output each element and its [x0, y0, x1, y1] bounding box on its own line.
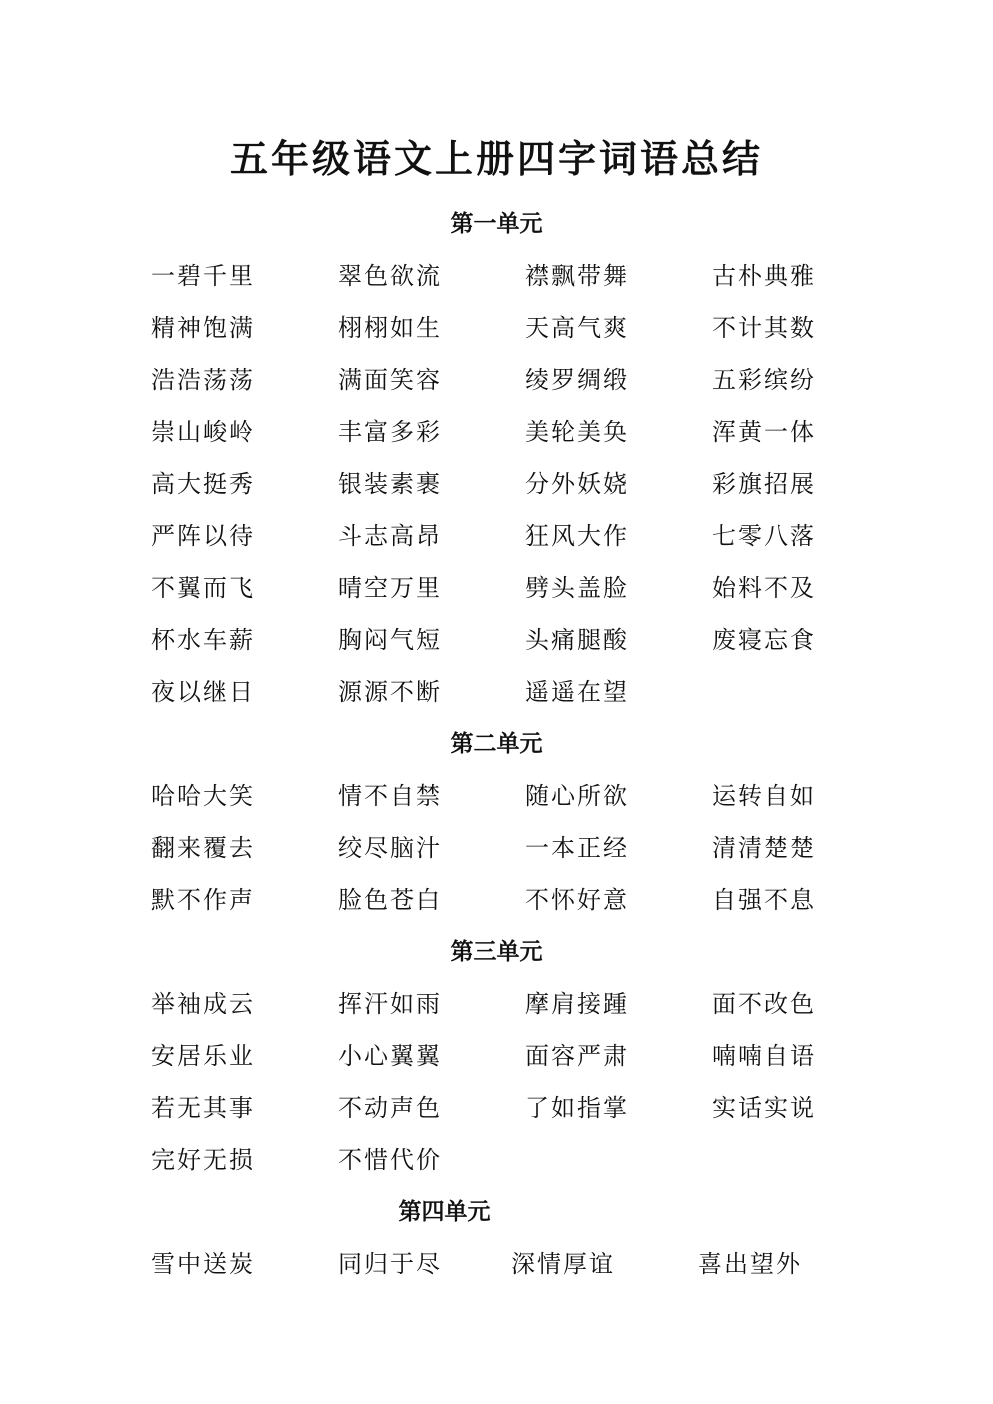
word-item: 美轮美奂: [525, 418, 629, 446]
word-item: 浑黄一体: [712, 418, 816, 446]
word-item: 雪中送炭: [151, 1250, 255, 1278]
unit-heading-3: 第三单元: [450, 938, 543, 965]
word-item: 崇山峻岭: [151, 418, 255, 446]
word-item: 不动声色: [338, 1094, 442, 1122]
word-item: 喃喃自语: [712, 1042, 816, 1070]
word-item: 随心所欲: [525, 782, 629, 810]
word-item: 脸色苍白: [338, 886, 442, 914]
word-item: 绞尽脑汁: [338, 834, 442, 862]
word-item: 高大挺秀: [151, 470, 255, 498]
word-item: 天高气爽: [525, 314, 629, 342]
word-item: 同归于尽: [338, 1250, 442, 1278]
unit-heading-2: 第二单元: [450, 730, 543, 757]
word-item: 狂风大作: [525, 522, 629, 550]
word-item: 襟飘带舞: [525, 262, 629, 290]
word-item: 满面笑容: [338, 366, 442, 394]
word-item: 举袖成云: [151, 990, 255, 1018]
unit-heading-1: 第一单元: [450, 210, 543, 237]
word-item: 浩浩荡荡: [151, 366, 255, 394]
word-item: 一本正经: [525, 834, 629, 862]
word-item: 五彩缤纷: [712, 366, 816, 394]
word-item: 源源不断: [338, 678, 442, 706]
word-item: 完好无损: [151, 1146, 255, 1174]
word-item: 废寝忘食: [712, 626, 816, 654]
word-item: 了如指掌: [525, 1094, 629, 1122]
word-item: 面不改色: [712, 990, 816, 1018]
word-item: 银装素裹: [338, 470, 442, 498]
word-grid-unit-1: [151, 250, 871, 718]
word-item: 不计其数: [712, 314, 816, 342]
word-item: 翠色欲流: [338, 262, 442, 290]
word-item: 实话实说: [712, 1094, 816, 1122]
word-item: 哈哈大笑: [151, 782, 255, 810]
word-item: 摩肩接踵: [525, 990, 629, 1018]
word-item: 挥汗如雨: [338, 990, 442, 1018]
word-item: 安居乐业: [151, 1042, 255, 1070]
word-item: 精神饱满: [151, 314, 255, 342]
word-item: 始料不及: [712, 574, 816, 602]
word-item: 严阵以待: [151, 522, 255, 550]
word-item: 胸闷气短: [338, 626, 442, 654]
word-item: 分外妖娆: [525, 470, 629, 498]
word-item: 一碧千里: [151, 262, 255, 290]
page-title: 五年级语文上册四字词语总结: [229, 136, 763, 181]
word-item: 情不自禁: [338, 782, 442, 810]
word-item: 运转自如: [712, 782, 816, 810]
word-item: 遥遥在望: [525, 678, 629, 706]
word-item: 栩栩如生: [338, 314, 442, 342]
word-grid-unit-4: [151, 1238, 871, 1290]
word-item: 斗志高昂: [338, 522, 442, 550]
word-item: 不怀好意: [525, 886, 629, 914]
word-item: 杯水车薪: [151, 626, 255, 654]
word-item: 若无其事: [151, 1094, 255, 1122]
word-grid-unit-2: [151, 770, 871, 926]
word-item: 面容严肃: [525, 1042, 629, 1070]
word-item: 劈头盖脸: [525, 574, 629, 602]
word-item: 夜以继日: [151, 678, 255, 706]
word-item: 七零八落: [712, 522, 816, 550]
word-item: 清清楚楚: [712, 834, 816, 862]
unit-heading-4: 第四单元: [398, 1198, 491, 1225]
word-item: 默不作声: [151, 886, 255, 914]
word-item: 自强不息: [712, 886, 816, 914]
word-item: 喜出望外: [698, 1250, 802, 1278]
word-item: 晴空万里: [338, 574, 442, 602]
word-item: 小心翼翼: [338, 1042, 442, 1070]
word-grid-unit-3: [151, 978, 871, 1186]
word-item: 彩旗招展: [712, 470, 816, 498]
word-item: 翻来覆去: [151, 834, 255, 862]
word-item: 绫罗绸缎: [525, 366, 629, 394]
word-item: 不翼而飞: [151, 574, 255, 602]
word-item: 不惜代价: [338, 1146, 442, 1174]
word-item: 深情厚谊: [511, 1250, 615, 1278]
word-item: 丰富多彩: [338, 418, 442, 446]
word-item: 头痛腿酸: [525, 626, 629, 654]
word-item: 古朴典雅: [712, 262, 816, 290]
